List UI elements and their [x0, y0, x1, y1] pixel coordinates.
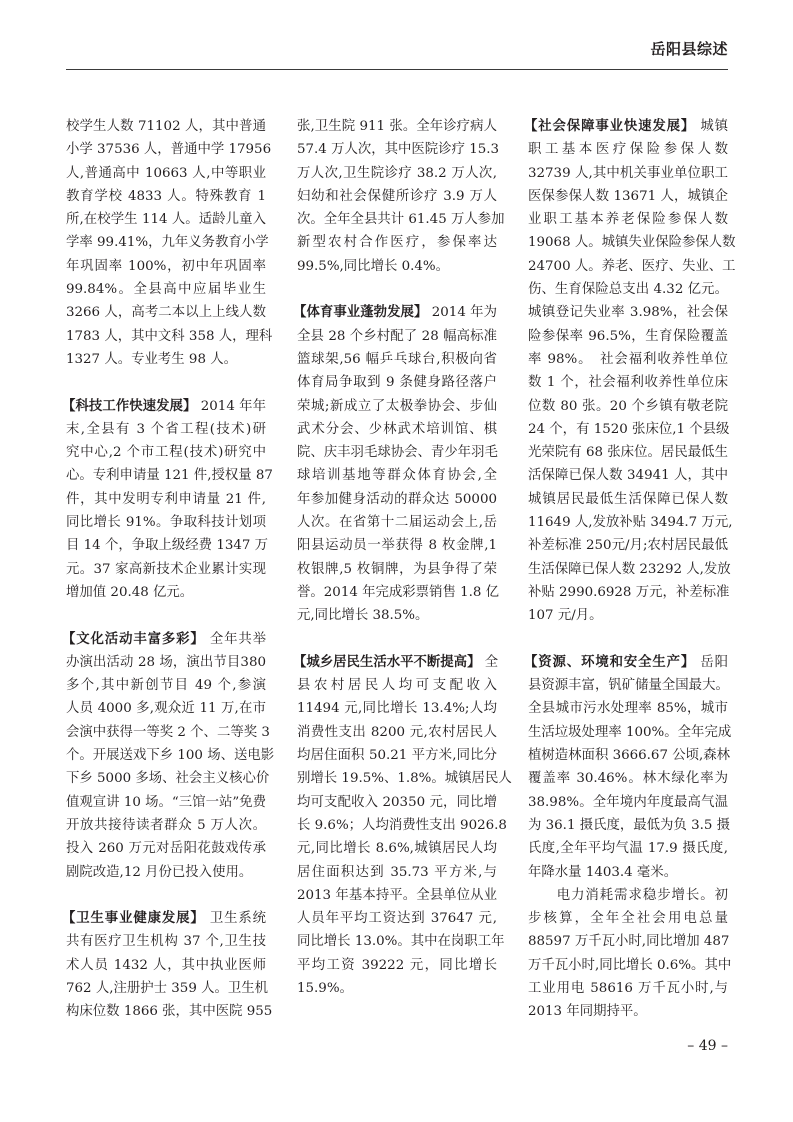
heading-line-text: 岳阳 — [700, 654, 729, 670]
header-rule — [66, 69, 728, 70]
text-line: 年参加健身活动的群众达 50000 — [297, 491, 497, 507]
section-heading: 【资源、环境和安全生产】 — [524, 654, 696, 670]
text-line: 万人次,卫生院诊疗 38.2 万人次, — [297, 165, 497, 181]
text-line: 剧院改造,12 月份已投入使用。 — [66, 864, 253, 880]
text-line: 教育学校 4833 人。特殊教育 1 — [66, 188, 266, 204]
text-line: 率 98%。 社会福利收养性单位 — [528, 351, 728, 367]
text-line: 762 人,注册护士 359 人。卫生机 — [66, 980, 269, 996]
text-line: 篮球架,56 幅乒乓球台,积极向省 — [297, 351, 497, 367]
text-column-3 — [524, 115, 736, 1024]
text-line: 职工基本医疗保险参保人数 — [528, 142, 728, 158]
text-line: 目 14 个，争取上级经费 1347 万 — [66, 538, 269, 554]
text-line: 人次。在省第十二届运动会上,岳 — [297, 515, 497, 531]
text-line: 办演出活动 28 场，演出节目380 — [66, 654, 266, 670]
text-line: 32739 人,其中机关事业单位职工 — [528, 165, 728, 181]
text-line: 学率 99.41%，九年义务教育小学 — [66, 235, 269, 251]
text-line: 为 36.1 摄氏度，最低为负 3.5 摄 — [528, 817, 731, 833]
section-heading: 【卫生事业健康发展】 — [62, 911, 205, 927]
text-line: 城镇居民最低生活保障已保人数 — [528, 491, 728, 507]
text-line: 县资源丰富，钒矿储量全国最大。 — [528, 678, 729, 694]
text-column-1 — [62, 115, 275, 1024]
text-line: 均可支配收入 20350 元，同比增 — [297, 794, 497, 810]
text-line: 107 元/月。 — [528, 608, 603, 624]
text-line: 小学 37536 人，普通中学 17956 — [66, 142, 272, 158]
text-line: 下乡 5000 多场、社会主义核心价 — [66, 771, 270, 787]
text-line: 元,同比增长 8.6%,城镇居民人均 — [297, 841, 497, 857]
text-line: 位数 80 张。20 个乡镇有敬老院 — [528, 398, 728, 414]
text-line: 妇幼和社会保健所诊疗 3.9 万人 — [297, 188, 497, 204]
section-paragraph — [62, 907, 273, 1023]
text-line: 枚银牌,5 枚铜牌，为县争得了荣 — [297, 561, 497, 577]
text-column-2 — [293, 115, 512, 1000]
text-line: 1783 人，其中文科 358 人，理科 — [66, 328, 273, 344]
text-line: 险参保率 96.5%，生育保险覆盖 — [528, 328, 728, 344]
text-line: 消费性支出 8200 元,农村居民人 — [297, 724, 497, 740]
heading-line-text: 卫生系统 — [209, 911, 267, 927]
text-line — [293, 301, 497, 324]
text-line: 投入 260 万元对岳阳花鼓戏传承 — [66, 841, 266, 857]
text-line: 19068 人。城镇失业保险参保人数 — [528, 235, 736, 251]
text-line: 会演中获得一等奖 2 个、二等奖 3 — [66, 724, 270, 740]
text-line: 共有医疗卫生机构 37 个,卫生技 — [66, 934, 266, 950]
text-line: 别增长 19.5%、1.8%。城镇居民人 — [297, 771, 512, 787]
body-paragraph — [66, 115, 273, 371]
text-line: 同比增长 91%。争取科技计划项 — [66, 515, 266, 531]
text-line: 阳县运动员一举获得 8 枚金牌,1 — [297, 538, 497, 554]
section-heading: 【文化活动丰富多彩】 — [62, 631, 205, 647]
text-line: 补贴 2990.6928 万元，补差标准 — [528, 584, 730, 600]
text-line: 活保障已保人数 34941 人，其中 — [528, 468, 728, 484]
text-line — [524, 651, 729, 674]
text-line: 县农村居民人均可支配收入 — [297, 678, 497, 694]
text-line: 平均工资 39222 元，同比增长 — [297, 957, 497, 973]
text-line: 3266 人，高考二本以上上线人数 — [66, 305, 266, 321]
body-paragraph — [528, 884, 732, 1024]
running-header-title: 岳阳县综述 — [650, 40, 728, 58]
text-line: 覆盖率 30.46%。林木绿化率为 — [528, 771, 728, 787]
text-line: 年降水量 1403.4 毫米。 — [528, 864, 678, 880]
text-line — [293, 651, 499, 674]
heading-line-text: 全年共举 — [209, 631, 267, 647]
text-line: 1327 人。专业考生 98 人。 — [66, 351, 238, 367]
text-line: 年巩固率 100%，初中年巩固率 — [66, 258, 266, 274]
heading-line-text: 2014 年为 — [431, 305, 497, 321]
text-line — [62, 628, 267, 651]
text-line — [62, 395, 266, 418]
text-line: 数 1 个，社会福利收养性单位床 — [528, 375, 728, 391]
text-line: 补差标准 250元/月;农村居民最低 — [528, 538, 728, 554]
text-line: 个。开展送戏下乡 100 场、送电影 — [66, 748, 275, 764]
text-line: 57.4 万人次，其中医院诊疗 15.3 — [297, 142, 500, 158]
section-heading: 【体育事业蓬勃发展】 — [293, 305, 428, 321]
text-line: 校学生人数 71102 人，其中普通 — [66, 119, 266, 134]
text-line: 武术分会、少林武术培训馆、棋 — [297, 421, 497, 437]
text-line: 增加值 20.48 亿元。 — [66, 584, 194, 600]
text-line: 所,在校学生 114 人。适龄儿童入 — [66, 212, 266, 228]
text-line: 伤、生育保险总支出 4.32 亿元。 — [528, 282, 728, 298]
text-line: 11494 元,同比增长 13.4%;人均 — [297, 701, 497, 717]
heading-line-text: 全 — [484, 654, 499, 670]
text-line: 生活保障已保人数 23292 人,发放 — [528, 561, 731, 577]
body-paragraph — [297, 115, 505, 278]
text-line: 医保参保人数 13671 人，城镇企 — [528, 188, 728, 204]
text-line: 开放共接待读者群众 5 万人次。 — [66, 817, 266, 833]
text-line: 38.98%。全年境内年度最高气温 — [528, 794, 728, 810]
text-line: 植树造林面积 3666.67 公顷,森林 — [528, 748, 731, 764]
text-line: 元,同比增长 38.5%。 — [297, 608, 429, 624]
text-line: 体育局争取到 9 条健身路径落户 — [297, 375, 497, 391]
text-line: 99.84%。全县高中应届毕业生 — [66, 282, 266, 298]
text-line: 业职工基本养老保险参保人数 — [528, 212, 728, 228]
text-line: 全县 28 个乡村配了 28 幅高标准 — [297, 328, 497, 344]
text-line: 99.5%,同比增长 0.4%。 — [297, 258, 450, 274]
section-heading: 【城乡居民生活水平不断提高】 — [293, 654, 481, 670]
heading-line-text: 城镇 — [700, 119, 729, 134]
section-paragraph — [62, 395, 273, 605]
text-line: 元。37 家高新技术企业累计实现 — [66, 561, 266, 577]
text-line: 万千瓦小时,同比增长 0.6%。其中 — [528, 957, 732, 973]
section-paragraph — [62, 628, 275, 884]
text-line: 11649 人,发放补贴 3494.7 万元, — [528, 515, 733, 531]
text-line: 2013 年同期持平。 — [528, 1004, 647, 1020]
text-line: 末,全县有 3 个省工程(技术)研 — [66, 421, 266, 437]
page-number: – 49 – — [687, 1038, 728, 1054]
text-line: 24 个，有 1520 张床位,1 个县级 — [528, 421, 730, 437]
text-line: 全县城市污水处理率 85%，城市 — [528, 701, 728, 717]
text-line: 24700 人。养老、医疗、失业、工 — [528, 258, 736, 274]
text-line: 术人员 1432 人，其中执业医师 — [66, 957, 266, 973]
text-line: 人员 4000 多,观众近 11 万,在市 — [66, 701, 266, 717]
text-line — [62, 907, 267, 930]
text-line: 誉。2014 年完成彩票销售 1.8 亿 — [297, 584, 500, 600]
text-line: 氏度,全年平均气温 17.9 摄氏度, — [528, 841, 728, 857]
section-paragraph — [293, 301, 500, 627]
text-line: 居住面积达到 35.73 平方米,与 — [297, 864, 497, 880]
text-line: 工业用电 58616 万千瓦小时,与 — [528, 980, 728, 996]
text-line: 张,卫生院 911 张。全年诊疗病人 — [297, 119, 497, 134]
text-line: 光荣院有 68 张床位。居民最低生 — [528, 445, 728, 461]
text-line: 均居住面积 50.21 平方米,同比分 — [297, 748, 497, 764]
text-line: 值观宣讲 10 场。“三馆一站”免费 — [66, 794, 266, 810]
text-line: 城镇登记失业率 3.98%，社会保 — [528, 305, 728, 321]
section-paragraph — [524, 115, 736, 628]
text-line: 15.9%。 — [297, 980, 353, 996]
text-line: 88597 万千瓦小时,同比增加 487 — [528, 934, 730, 950]
text-line: 2013 年基本持平。全县单位从业 — [297, 887, 497, 903]
text-line: 次。全年全县共计 61.45 万人参加 — [297, 212, 505, 228]
text-line: 生活垃圾处理率 100%。全年完成 — [528, 724, 732, 740]
text-line: 长 9.6%；人均消费性支出 9026.8 — [297, 817, 507, 833]
text-line: 究中心,2 个市工程(技术)研究中 — [66, 445, 266, 461]
text-line: 件，其中发明专利申请量 21 件, — [66, 491, 266, 507]
text-line — [524, 115, 729, 138]
text-line: 心。专利申请量 121 件,授权量 87 — [66, 468, 273, 484]
heading-line-text: 2014 年年 — [200, 398, 266, 414]
section-paragraph — [293, 651, 512, 1000]
text-line: 荣城;新成立了太极拳协会、步仙 — [297, 398, 497, 414]
text-line: 院、庆丰羽毛球协会、青少年羽毛 — [297, 445, 498, 461]
text-line: 构床位数 1866 张，其中医院 955 — [66, 1004, 273, 1020]
text-line: 人员年平均工资达到 37647 元, — [297, 911, 497, 927]
section-heading: 【科技工作快速发展】 — [62, 398, 197, 414]
text-line: 同比增长 13.0%。其中在岗职工年 — [297, 934, 505, 950]
text-line: 电力消耗需求稳步增长。初 — [528, 887, 728, 903]
text-line: 多个,其中新创节目 49 个,参演 — [66, 678, 266, 694]
section-paragraph — [524, 651, 732, 884]
text-line: 新型农村合作医疗，参保率达 — [297, 235, 497, 251]
text-line: 人,普通高中 10663 人,中等职业 — [66, 165, 266, 181]
section-heading: 【社会保障事业快速发展】 — [524, 119, 696, 134]
text-line: 步核算，全年全社会用电总量 — [528, 911, 728, 927]
text-line: 球培训基地等群众体育协会,全 — [297, 468, 497, 484]
